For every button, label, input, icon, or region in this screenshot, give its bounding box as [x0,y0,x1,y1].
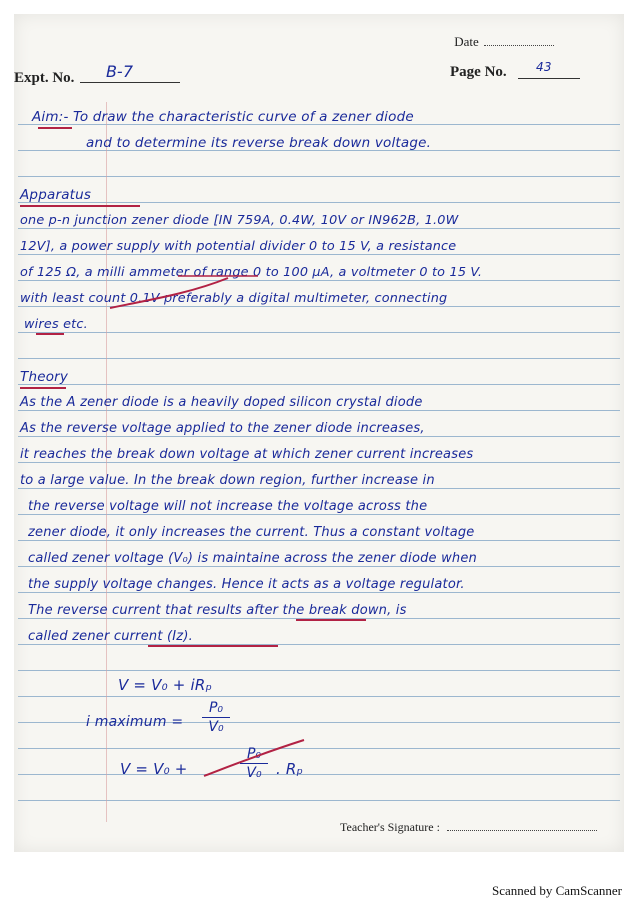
theory-line: the reverse voltage will not increase the voltage across the [28,499,428,514]
apparatus-line: one p-n junction zener diode [IN 759A, 0.4W, 10V or IN962B, 1.0W [20,213,459,228]
apparatus-line: 12V], a power supply with potential divider 0 to 15 V, a resistance [20,239,457,254]
apparatus-line: with least count 0.1V preferably a digital multimeter, connecting [20,291,448,306]
theory-line: As the reverse voltage applied to the zener diode increases, [20,421,425,436]
teacher-signature-label: Teacher's Signature : [340,820,597,835]
theory-line: The reverse current that results after the break down, is [28,603,407,618]
theory-line: to a large value. In the break down region, further increase in [20,473,435,488]
apparatus-heading: Apparatus [20,187,92,203]
notebook-page [14,14,624,852]
theory-line: called zener voltage (V₀) is maintaine across the zener diode when [28,551,477,566]
date-label: Date [454,34,554,50]
equation-3-rhs: . Rₚ [276,760,304,778]
theory-line: the supply voltage changes. Hence it acts as a voltage regulator. [28,577,465,592]
expt-no-label: Expt. No. [14,70,75,86]
camscanner-watermark: Scanned by CamScanner [492,883,622,898]
theory-heading: Theory [20,369,69,385]
page-no-value: 43 [536,60,552,74]
aim-line-2: and to determine its reverse break down voltage. [86,135,432,151]
equation-3-lhs: V = V₀ + [120,760,188,778]
red-check-mark [108,270,278,314]
theory-line: As the A zener diode is a heavily doped silicon crystal diode [20,395,423,410]
theory-line: zener diode, it only increases the current. Thus a constant voltage [28,525,475,540]
page-no-label: Page No. [450,64,507,80]
theory-line: called zener current (Iz). [28,629,193,644]
apparatus-line: of 125 Ω, a milli ammeter of range 0 to 100 μA, a voltmeter 0 to 15 V. [20,265,483,280]
expt-no-value: B-7 [106,62,134,81]
red-check-mark [200,736,310,782]
equation-3-fraction: P₀ V₀ [240,746,268,781]
equation-1: V = V₀ + iRₚ [118,676,213,694]
theory-line: it reaches the break down voltage at which zener current increases [20,447,474,462]
aim-line-1: Aim:- To draw the characteristic curve of a zener diode [32,109,414,125]
equation-2-fraction: P₀ V₀ [202,700,230,735]
equation-2-lhs: i maximum = [86,714,184,730]
apparatus-line: wires etc. [24,317,88,332]
